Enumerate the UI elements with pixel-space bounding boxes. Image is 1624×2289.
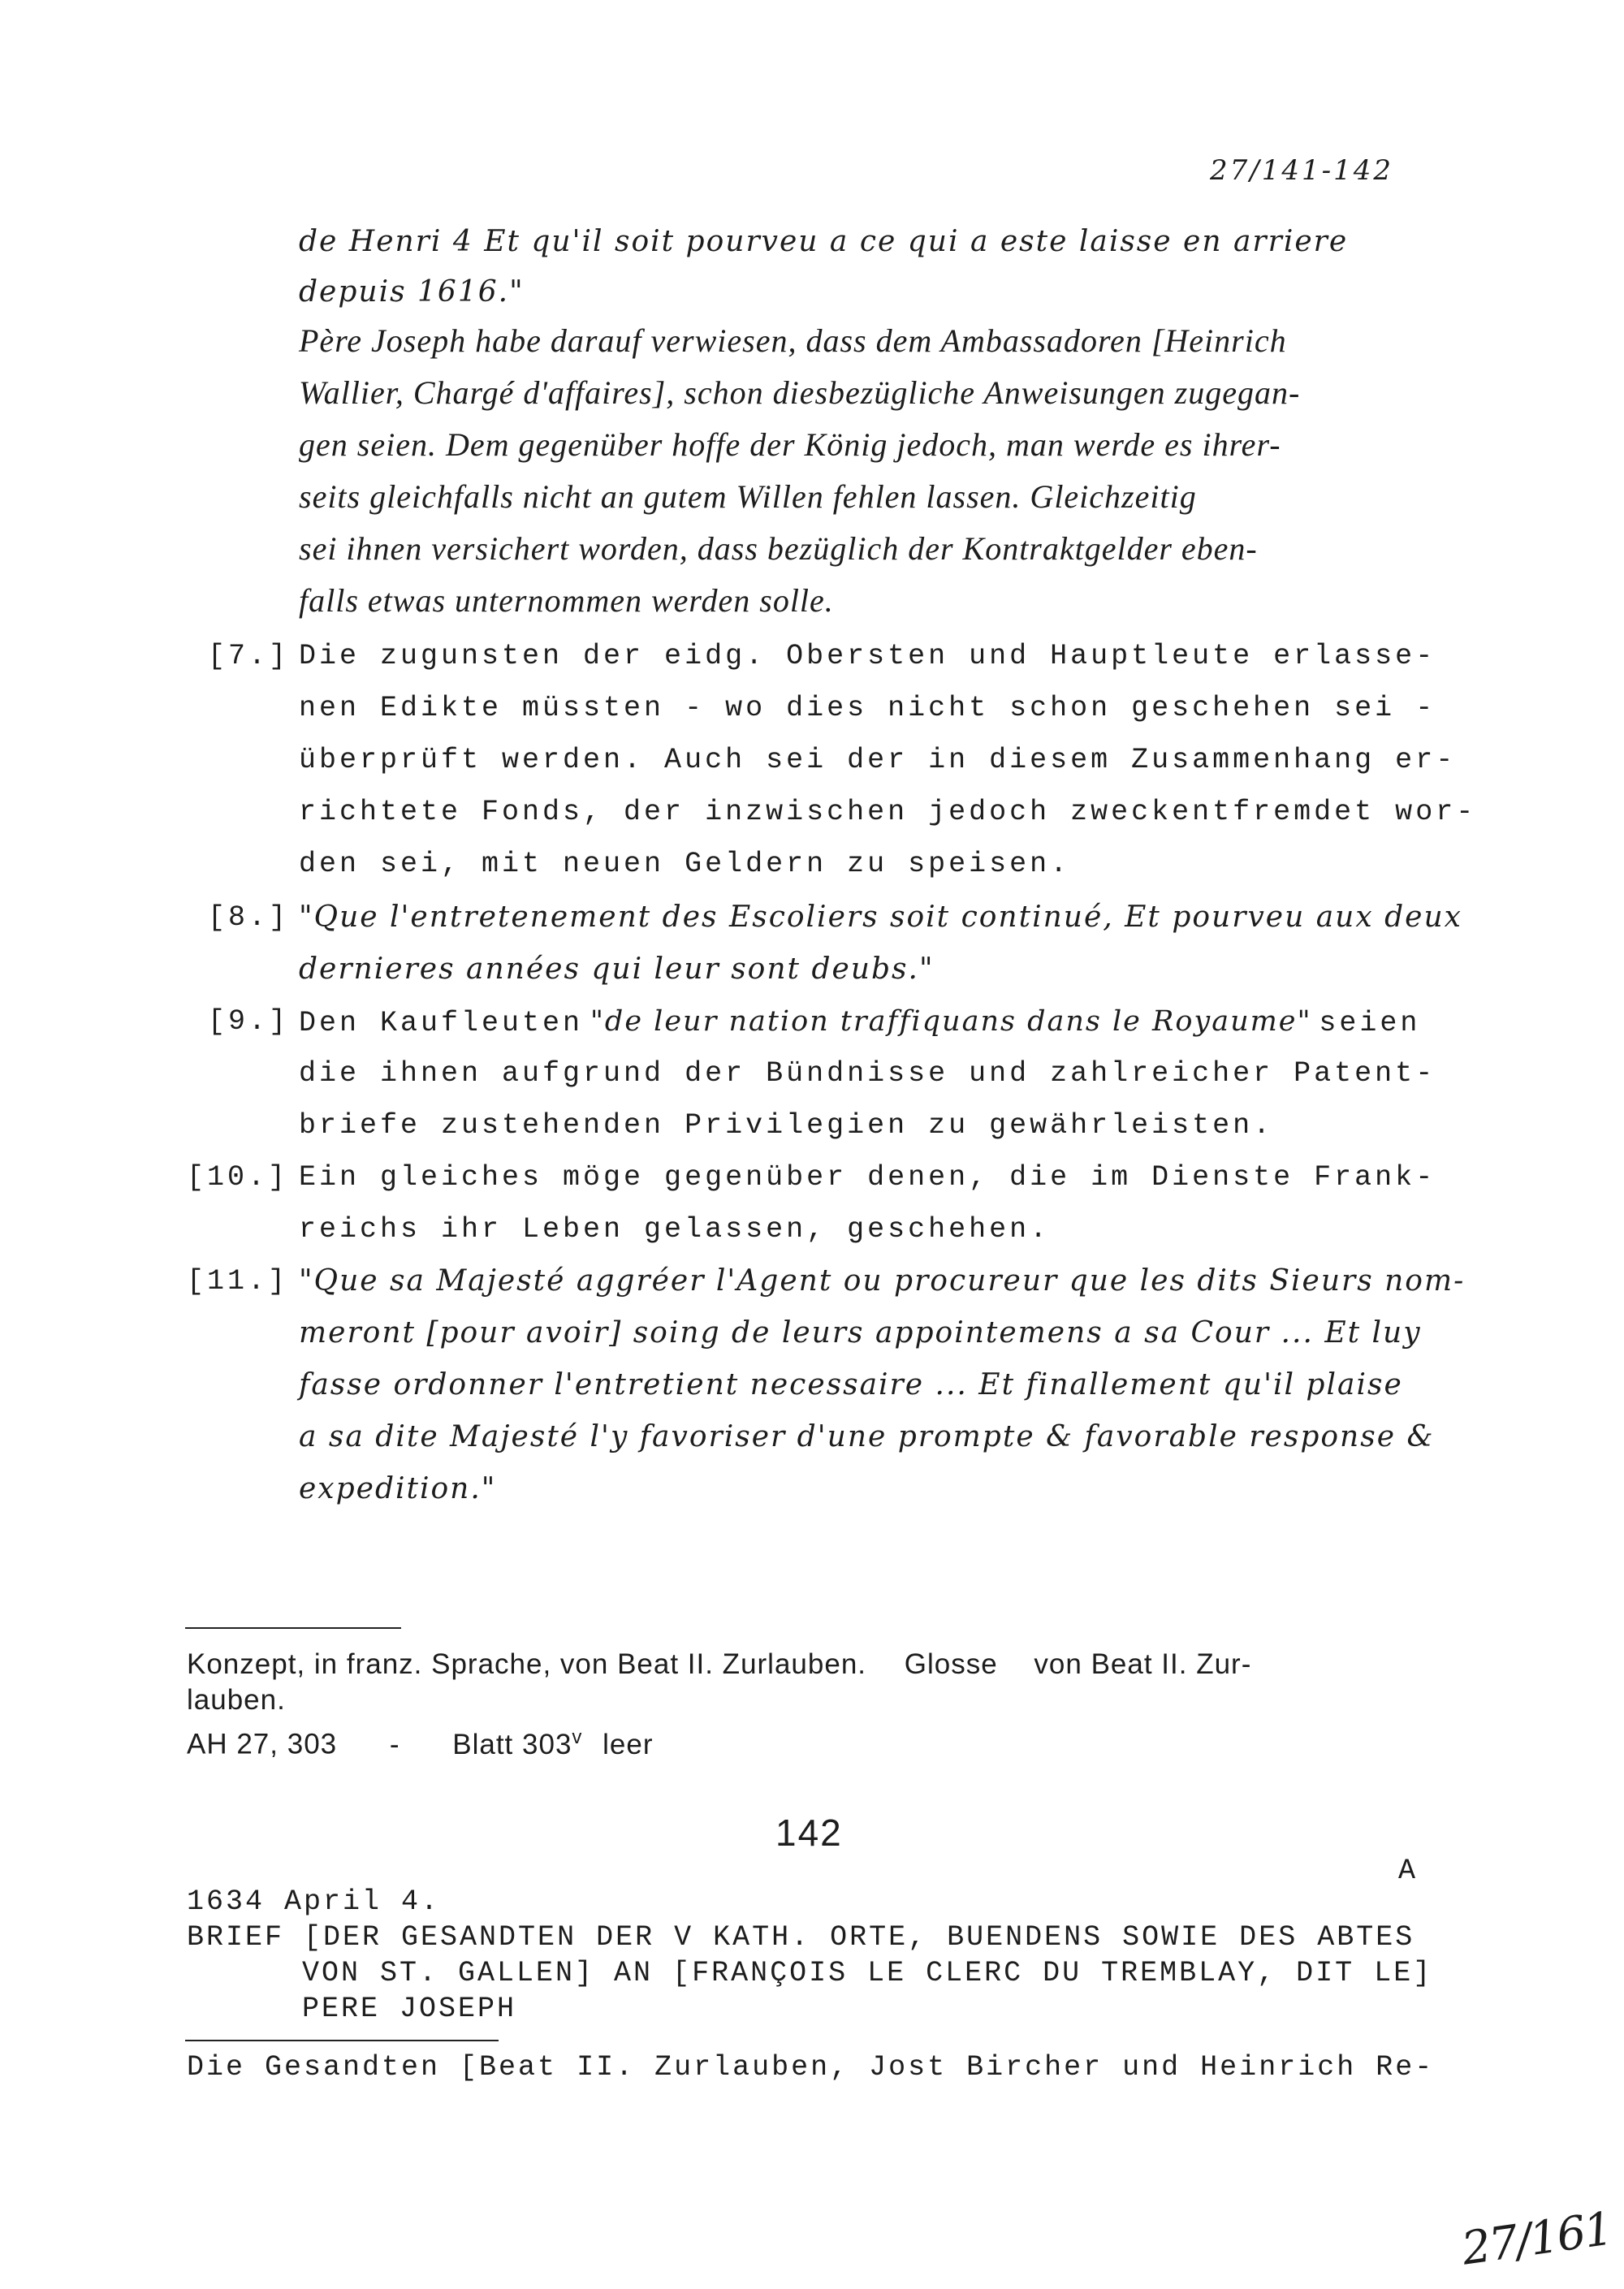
text-line: a sa dite Majesté l'y favoriser d'une prompte & favorable response &: [299, 1420, 1435, 1453]
text-line: Père Joseph habe darauf verwiesen, dass dem Ambassadoren [Heinrich: [299, 322, 1287, 359]
text-segment: Den Kaufleuten: [299, 1007, 584, 1039]
text-line: "Que sa Majesté aggréer l'Agent ou procureur que les dits Sieurs nom-: [299, 1264, 1466, 1298]
text-line: richtete Fonds, der inzwischen jedoch zweckentfremdet wor-: [299, 796, 1477, 828]
text-line: nen Edikte müssten - wo dies nicht schon geschehen sei -: [299, 692, 1436, 724]
text-line: überprüft werden. Auch sei der in diesem Zusammenhang er-: [299, 744, 1457, 776]
text-line: fasse ordonner l'entretient necessaire ... Et finallement qu'il plaise: [299, 1368, 1403, 1401]
item-number: [9.]: [208, 1005, 290, 1038]
text-segment: seien: [1319, 1007, 1421, 1039]
footnote-text: Konzept, in franz. Sprache, von Beat II. Zurlauben.: [187, 1648, 867, 1680]
text-line: sei ihnen versichert worden, dass bezüglich der Kontraktgelder eben-: [299, 530, 1258, 567]
text-line: seits gleichfalls nicht an gutem Willen fehlen lassen. Gleichzeitig: [299, 478, 1197, 515]
footnote-text: leer: [603, 1728, 654, 1760]
text-line: Die zugunsten der eidg. Obersten und Hauptleute erlasse-: [299, 640, 1436, 672]
text-line: expedition.": [299, 1472, 497, 1505]
document-date: 1634 April 4.: [187, 1885, 441, 1918]
footnote-divider: [185, 1627, 401, 1629]
footnote-line: [187, 1720, 654, 1763]
text-line: gen seien. Dem gegenüber hoffe der König jedoch, man werde es ihrer-: [299, 426, 1281, 463]
text-line: die ihnen aufgrund der Bündnisse und zahlreicher Patent-: [299, 1057, 1436, 1090]
text-line: Wallier, Chargé d'affaires], schon diesbezügliche Anweisungen zugegan-: [299, 374, 1301, 411]
text-segment-italic: "de leur nation traffiquans dans le Royaume": [590, 1005, 1312, 1038]
handwritten-folio-number: 27/161: [1458, 2202, 1615, 2276]
header-divider: [185, 2040, 499, 2041]
item-number: [8.]: [208, 901, 290, 934]
text-line: den sei, mit neuen Geldern zu speisen.: [299, 848, 1071, 880]
footnote-text: Glosse: [904, 1648, 998, 1680]
text-line-mixed: [299, 1004, 1420, 1041]
footnote-text: AH 27, 303: [187, 1728, 338, 1760]
footnote-text: -: [389, 1728, 400, 1760]
footnote-line: [187, 1647, 1251, 1682]
footnote-line: lauben.: [187, 1684, 286, 1716]
document-letter: A: [1398, 1855, 1419, 1887]
text-line: Ein gleiches möge gegenüber denen, die im Dienste Frank-: [299, 1161, 1436, 1194]
page-reference: 27/141-142: [1210, 154, 1393, 187]
text-line: falls etwas unternommen werden solle.: [299, 582, 834, 619]
footnote-text: von Beat II. Zur-: [1034, 1648, 1252, 1680]
footnote-text: Blatt 303: [452, 1728, 572, 1760]
document-title-line: VON ST. GALLEN] AN [FRANÇOIS LE CLERC DU TREMBLAY, DIT LE]: [302, 1957, 1433, 1989]
document-title-line: BRIEF [DER GESANDTEN DER V KATH. ORTE, BUENDENS SOWIE DES ABTES: [187, 1921, 1415, 1954]
footnote-superscript: v: [572, 1726, 583, 1748]
item-number: [10.]: [187, 1161, 289, 1194]
item-number: [7.]: [208, 640, 290, 672]
text-line: "Que l'entretenement des Escoliers soit continué, Et pourveu aux deux: [299, 900, 1462, 934]
document-title-line: PERE JOSEPH: [302, 1993, 517, 2025]
text-line: dernieres années qui leur sont deubs.": [299, 952, 935, 986]
text-line: reichs ihr Leben gelassen, geschehen.: [299, 1213, 1051, 1246]
item-number: [11.]: [187, 1265, 289, 1298]
text-line: Die Gesandten [Beat II. Zurlauben, Jost Bircher und Heinrich Re-: [187, 2051, 1435, 2084]
document-number: 142: [775, 1812, 843, 1854]
text-line: de Henri 4 Et qu'il soit pourveu a ce qui a este laisse en arriere: [299, 225, 1349, 258]
text-line: depuis 1616.": [299, 275, 525, 309]
text-line: briefe zustehenden Privilegien zu gewährleisten.: [299, 1109, 1274, 1142]
text-line: meront [pour avoir] soing de leurs appointemens a sa Cour ... Et luy: [299, 1316, 1422, 1350]
